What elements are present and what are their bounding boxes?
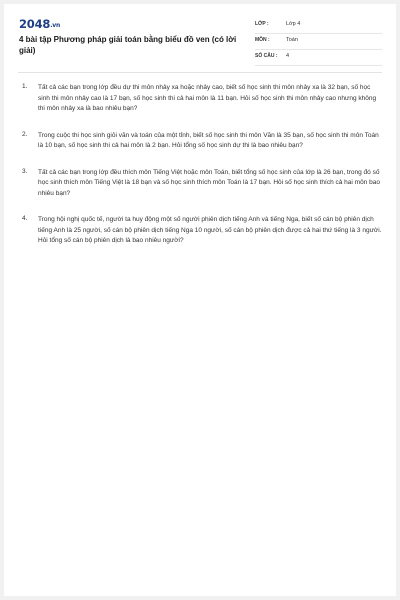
question-text: Tất cả các bạn trong lớp đều thích môn Tiếng Việt hoặc môn Toán, biết tổng số học sinh của lớp là 26 bạn, trong đó số học sinh thích môn Tiếng Việt là 18 bạn và số học sinh thích môn Toán là 17 bạn. Hỏi số học sinh thích cả hai môn bao nhiêu bạn? [38, 168, 380, 197]
meta-count-label: SỐ CÂU : [255, 53, 278, 59]
question-item [19, 215, 382, 247]
worksheet-header [4, 4, 396, 72]
question-item [19, 131, 382, 152]
meta-subject-label: MÔN : [255, 37, 270, 43]
question-text: Trong cuộc thi học sinh giỏi văn và toán của một tỉnh, biết số học sinh thi môn Văn là 35 bạn, số học sinh thi môn Toán là 10 bạn, số học sinh thi cả hai môn là 2 bạn. Hỏi tổng số học sinh dự thi là bao nhiêu bạn? [38, 131, 379, 149]
logo-tld: .vn [50, 22, 61, 29]
question-number: 1. [22, 83, 28, 90]
site-logo[interactable] [19, 17, 60, 31]
question-number: 2. [22, 130, 28, 138]
meta-grade-row [255, 18, 382, 34]
logo-text: 2048 [19, 17, 51, 31]
meta-grade-label: LỚP : [255, 21, 269, 27]
meta-subject-row [255, 34, 382, 50]
question-text: Trong hội nghị quốc tế, người ta huy động một số người phiên dịch tiếng Anh và tiếng Nga, biết số cán bộ phiên dịch tiếng Anh là 25 người, số cán bộ phiên dịch tiếng Nga 10 người, số cán bộ phiên dịch được cả hai thứ tiếng là 3 người. Hỏi tổng số cán bộ phiên dịch là bao nhiêu người? [38, 216, 382, 244]
meta-subject-value: Toán [286, 37, 298, 43]
question-list [19, 83, 382, 263]
question-number: 4. [22, 215, 28, 222]
worksheet-meta [255, 18, 382, 66]
question-text: Tất cả các bạn trong lớp đều dự thi môn nhảy xa hoặc nhảy cao, biết số học sinh thi môn nhảy xa là 32 bạn, số học sinh thi môn nhảy cao là 17 bạn, số học sinh thi cả hai môn là 11 bạn. Hỏi số học sinh thi môn nhảy cao nhưng không thi môn nhảy xa là bao nhiêu bạn? [38, 84, 377, 112]
header-divider [18, 72, 382, 73]
meta-grade-value: Lớp 4 [286, 21, 301, 27]
meta-count-row [255, 50, 382, 66]
worksheet-page [4, 4, 396, 596]
question-number: 3. [22, 167, 28, 175]
worksheet-title: 4 bài tập Phương pháp giải toán bằng biểu đồ ven (có lời giải) [19, 35, 237, 55]
question-item [19, 83, 382, 115]
question-item [19, 168, 382, 200]
meta-count-value: 4 [286, 53, 290, 59]
